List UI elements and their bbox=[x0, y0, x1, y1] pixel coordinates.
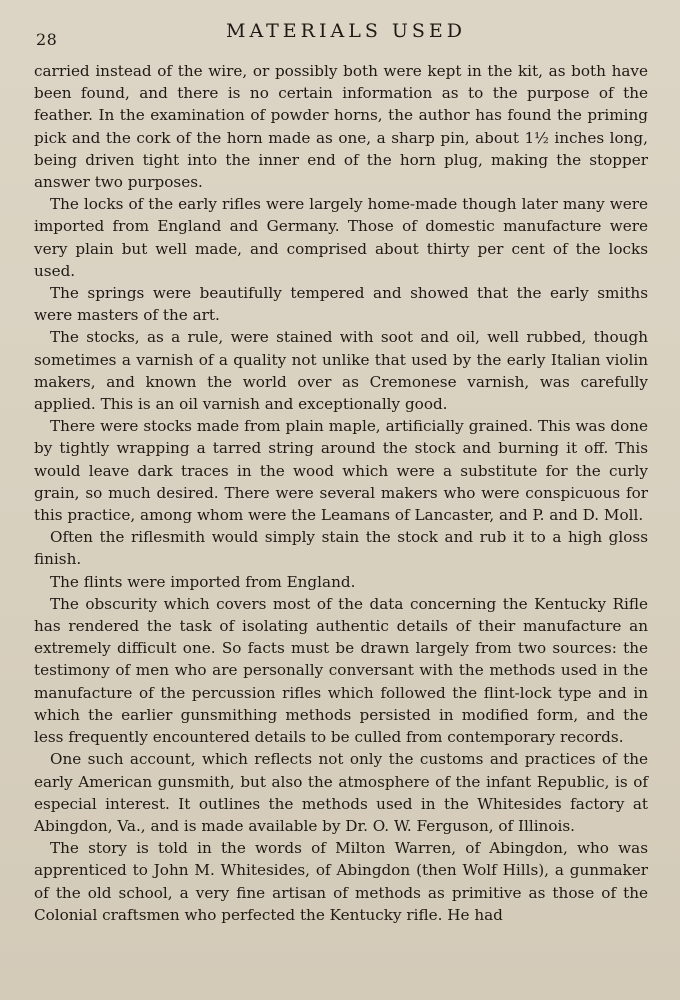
page-number: 28 bbox=[36, 30, 58, 49]
page-header bbox=[36, 16, 648, 52]
paragraph-account: One such account, which reflects not only the customs and practices of the early American gunsmith, but also the atmosphere of the infant Republic, is of especial interest. It outlines the methods used in the Whitesides factory at Abingdon, Va., and is made available by Dr. O. W. Ferguson, of Illinois. bbox=[34, 750, 648, 835]
paragraph-gloss-finish: Often the riflesmith would simply stain the stock and rub it to a high gloss finish. bbox=[34, 528, 648, 569]
paragraph-stocks: The stocks, as a rule, were stained with soot and oil, well rubbed, though sometimes a varnish of a quality not unlike that used by the early Italian violin makers, and known the world over as Cremonese varnish, was carefully applied. This is an oil varnish and exceptionally good. bbox=[34, 328, 648, 414]
paragraph-continued: carried instead of the wire, or possibly both were kept in the kit, as both have been found, and there is no certain information as to the purpose of the feather. In the examination of powder horns, the author has found the priming pick and the cork of the horn made as one, a sharp pin, about 1½ inches long, being driven tight into the inner end of the horn plug, making the stopper answer two purposes. bbox=[34, 62, 648, 192]
paragraph-obscurity: The obscurity which covers most of the data concerning the Kentucky Rifle has rendered the task of isolating authentic details of their manufacture an extremely difficult one. So facts must be drawn largely from two sources: the testimony of men who are personally conversant with the methods used in the manufacture of the percussion rifles which followed the flint-lock type and in which the earlier gunsmithing methods persisted in modified form, and the less frequently encountered details to be culled from contemporary records. bbox=[34, 594, 648, 747]
paragraph-locks: The locks of the early rifles were largely home-made though later many were imported from England and Germany. Those of domestic manufacture were very plain but well made, and comprised about thirty per cent of the locks used. bbox=[34, 195, 648, 280]
paragraph-story: The story is told in the words of Milton Warren, of Abingdon, who was apprenticed to John M. Whitesides, of Abingdon (then Wolf Hills), a gunmaker of the old school, a very fine artisan of methods as primitive as those of the Colonial craftsmen who perfected the Kentucky rifle. He had bbox=[34, 839, 648, 924]
body-text bbox=[34, 60, 648, 926]
running-head: MATERIALS USED bbox=[225, 20, 467, 42]
paragraph-springs: The springs were beautifully tempered and showed that the early smiths were masters of the art. bbox=[34, 284, 648, 325]
paragraph-maple-stocks: There were stocks made from plain maple, artificially grained. This was done by tightly wrapping a tarred string around the stock and burning it off. This would leave dark traces in the wood which were a substitute for the curly grain, so much desired. There were several makers who were conspicuous for this practice, among whom were the Leamans of Lancaster, and P. and D. Moll. bbox=[34, 417, 648, 525]
paragraph-flints: The flints were imported from England. bbox=[50, 572, 356, 591]
